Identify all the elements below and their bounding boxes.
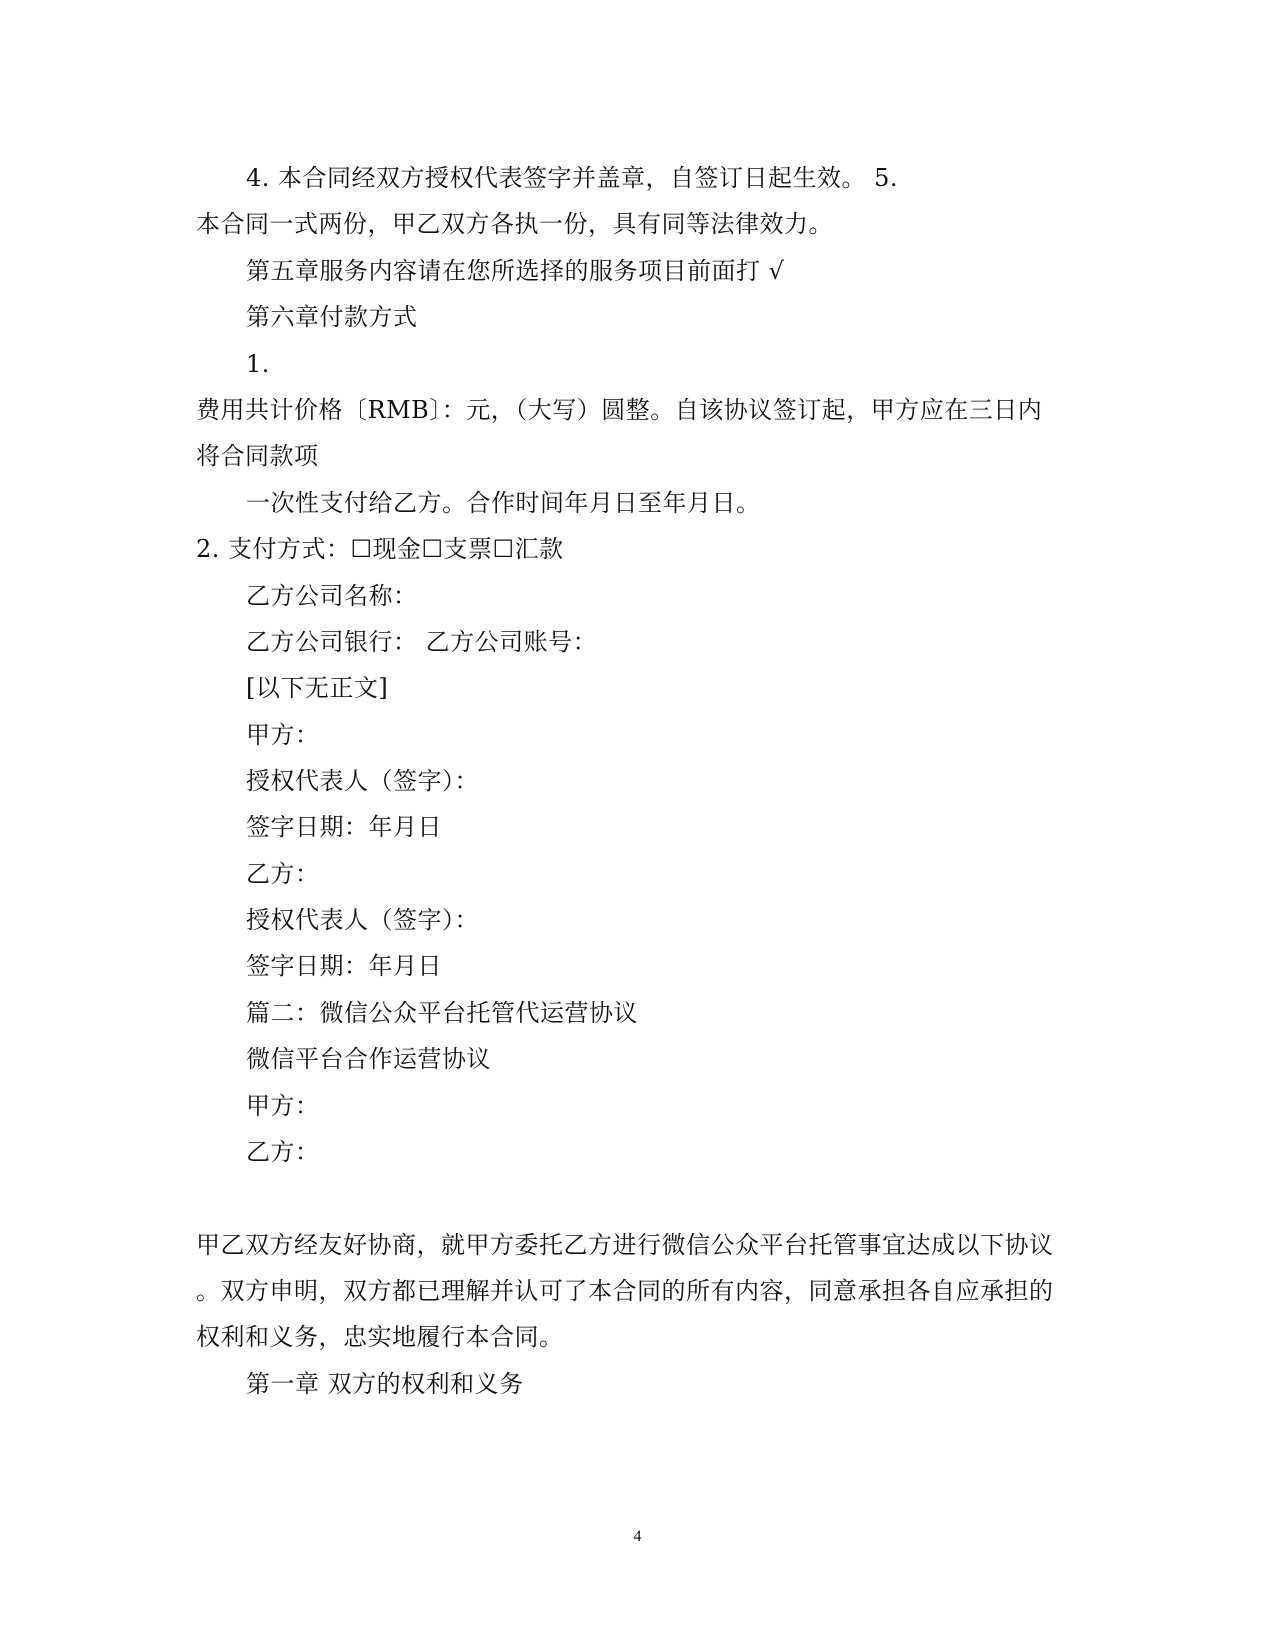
text-line-article-2-title: 篇二：微信公众平台托管代运营协议: [246, 999, 638, 1027]
text-line-representative-a: 授权代表人（签字）：: [246, 767, 479, 795]
text-line-clause-4-5: 4. 本合同经双方授权代表签字并盖章，自签订日起生效。 5.: [246, 164, 899, 192]
text-line-contract-payment: 将合同款项: [196, 442, 319, 470]
text-line-payment-method: 2. 支付方式：☐现金☐支票☐汇款: [196, 535, 564, 563]
text-line-one-time-payment: 一次性支付给乙方。合作时间年月日至年月日。: [246, 489, 761, 517]
text-line-party-a: 甲方：: [246, 721, 320, 749]
text-line-representative-b: 授权代表人（签字）：: [246, 906, 479, 934]
text-line-copies: 本合同一式两份，甲乙双方各执一份，具有同等法律效力。: [196, 210, 833, 238]
text-line-item-1: 1.: [246, 350, 270, 378]
text-line-chapter-5: 第五章服务内容请在您所选择的服务项目前面打 √: [246, 257, 785, 285]
page-number: 4: [633, 1528, 642, 1545]
text-line-agreement-title: 微信平台合作运营协议: [246, 1045, 491, 1073]
text-line-company-name: 乙方公司名称：: [246, 582, 418, 610]
text-line-sign-date-a: 签字日期：年月日: [246, 813, 442, 841]
text-line-chapter-6: 第六章付款方式: [246, 303, 418, 331]
text-line-party-b-2: 乙方：: [246, 1138, 320, 1166]
text-line-agreement-intro-1: 甲乙双方经友好协商，就甲方委托乙方进行微信公众平台托管事宜达成以下协议: [196, 1231, 1054, 1259]
text-line-no-text-below: [以下无正文]: [246, 674, 389, 702]
text-line-chapter-1: 第一章 双方的权利和义务: [246, 1370, 524, 1398]
text-line-agreement-intro-3: 权利和义务，忠实地履行本合同。: [196, 1323, 564, 1351]
text-line-fee: 费用共计价格〔RMB〕：元，（大写）圆整。自该协议签订起，甲方应在三日内: [196, 396, 1043, 424]
text-line-sign-date-b: 签字日期：年月日: [246, 952, 442, 980]
text-line-party-a-2: 甲方：: [246, 1092, 320, 1120]
text-line-agreement-intro-2: 。双方申明，双方都已理解并认可了本合同的所有内容，同意承担各自应承担的: [196, 1277, 1054, 1305]
text-line-bank-account: 乙方公司银行： 乙方公司账号：: [246, 628, 598, 656]
text-line-party-b: 乙方：: [246, 860, 320, 888]
